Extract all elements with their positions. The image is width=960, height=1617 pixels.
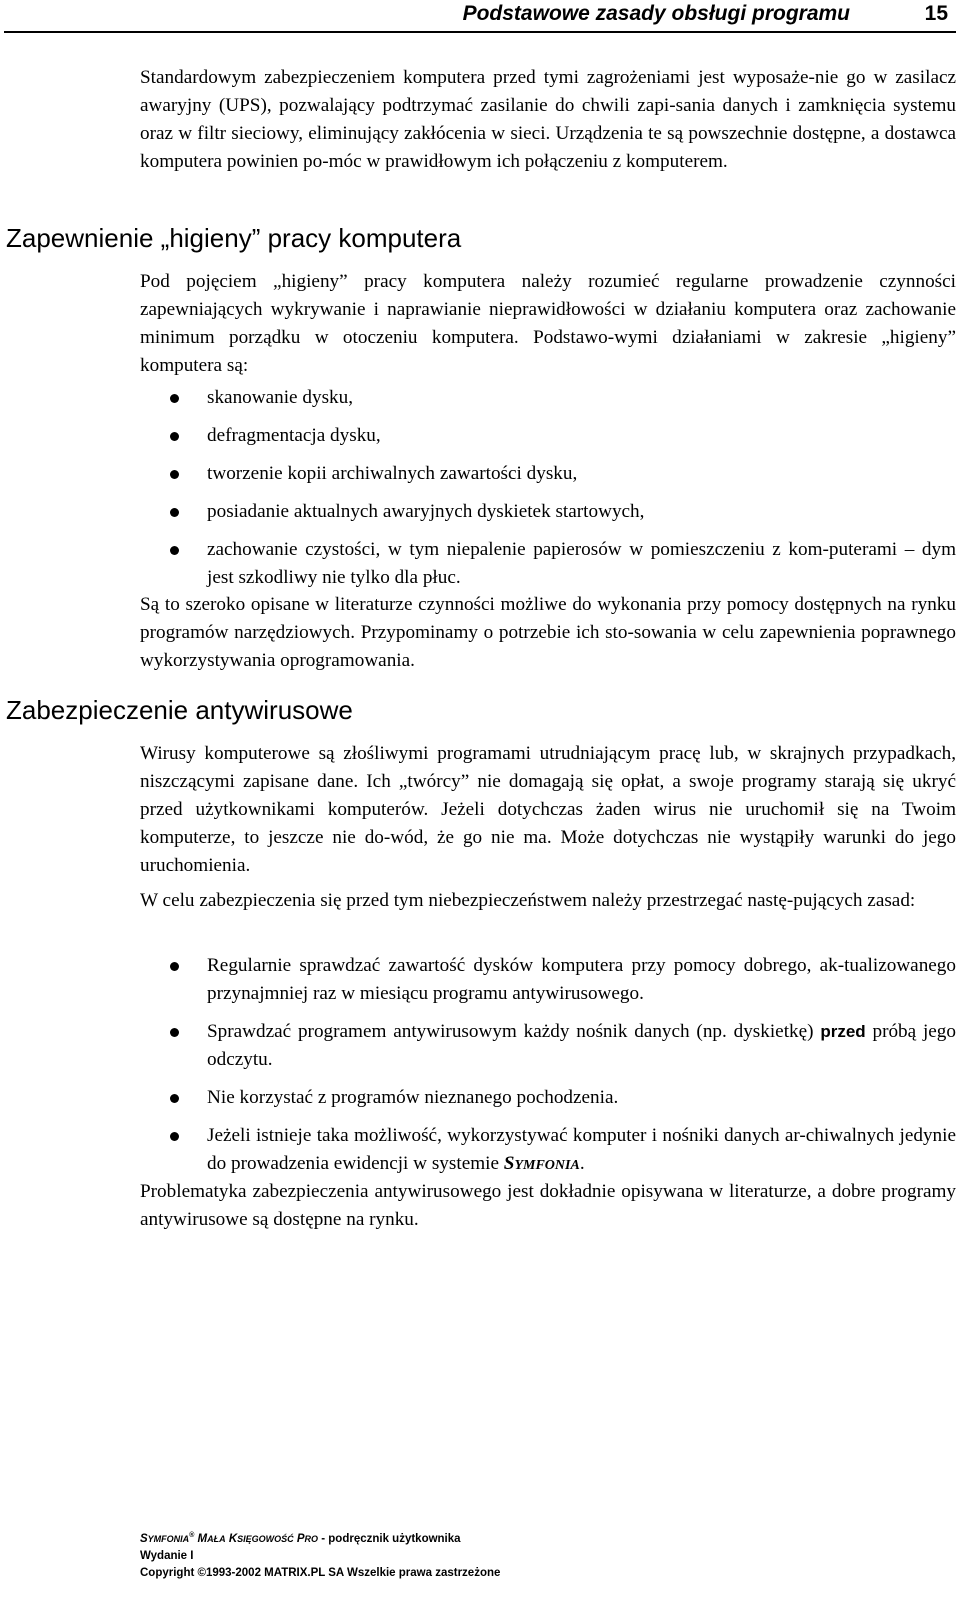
bullet-icon [170, 1028, 179, 1037]
emphasis-before: przed [820, 1022, 866, 1041]
antivirus-paragraph-2: W celu zabezpieczenia się przed tym niebezpieczeństwem należy przestrzegać nastę-pujących zasad: [140, 890, 916, 911]
section-heading-antivirus: Zabezpieczenie antywirusowe [6, 695, 353, 725]
list-item: Sprawdzać programem antywirusowym każdy nośnik danych (np. dyskietkę) przed próbą jego odczytu. [140, 1018, 956, 1074]
bullet-icon [170, 546, 179, 555]
antivirus-paragraph-1: Wirusy komputerowe są złośliwymi programami utrudniającym pracę lub, w skrajnych przypadkach, niszczącymi zapisane dane. Ich „twórcy” nie domagają się opłat, a swoje programy starają się ukryć przed użytkownikami komputerów. Jeżeli dotychczas żaden wirus nie uruchomił się na Twoim komputerze, to jeszcze nie do-wód, że go nie ma. Może dotychczas nie wystąpiły warunki do jego uruchomienia. [140, 743, 956, 876]
page-header [0, 0, 960, 36]
antivirus-closing-paragraph: Problematyka zabezpieczenia antywirusowego jest dokładnie opisywana w literaturze, a dobre programy antywirusowe są dostępne na rynku. [140, 1181, 956, 1230]
list-item: skanowanie dysku, [140, 384, 956, 412]
list-item: Nie korzystać z programów nieznanego pochodzenia. [140, 1084, 956, 1112]
bullet-icon [170, 508, 179, 517]
list-item: Regularnie sprawdzać zawartość dysków komputera przy pomocy dobrego, ak-tualizowanego przynajmniej raz w miesiącu programu antywirusowego. [140, 952, 956, 1008]
list-item: zachowanie czystości, w tym niepalenie papierosów w pomieszczeniu z kom-puterami – dym jest szkodliwy nie tylko dla płuc. [140, 536, 956, 592]
page-number: 15 [924, 2, 948, 25]
product-name: SYMFONIA [503, 1153, 580, 1174]
intro-paragraph: Standardowym zabezpieczeniem komputera przed tymi zagrożeniami jest wyposaże-nie go w zasilacz awaryjny (UPS), pozwalający podtrzymać zasilanie do chwili zapi-sania danych i zamknięcia systemu oraz w filtr sieciowy, eliminujący zakłócenia w sieci. Urządzenia te są powszechnie dostępne, a dostawca komputera powinien po-móc w prawidłowym ich połączeniu z komputerem. [140, 67, 956, 172]
section-heading-hygiene: Zapewnienie „higieny” pracy komputera [6, 223, 462, 253]
hygiene-closing-paragraph: Są to szeroko opisane w literaturze czynności możliwe do wykonania przy pomocy dostępnych na rynku programów narzędziowych. Przypominamy o potrzebie ich sto-sowania w celu zapewnienia poprawnego wykorzystywania oprogramowania. [140, 594, 956, 671]
footer-line-1: SYMFONIA® MAŁA KSIĘGOWOŚĆ PRO - podręcznik użytkownika [140, 1532, 461, 1545]
header-rule [4, 31, 956, 33]
bullet-icon [170, 1094, 179, 1103]
bullet-icon [170, 394, 179, 403]
list-item: posiadanie aktualnych awaryjnych dyskietek startowych, [140, 498, 956, 526]
footer-copyright: Copyright ©1993-2002 MATRIX.PL SA Wszelkie prawa zastrzeżone [140, 1566, 501, 1579]
list-item: tworzenie kopii archiwalnych zawartości dysku, [140, 460, 956, 488]
hygiene-bullet-list [140, 384, 956, 592]
bullet-icon [170, 470, 179, 479]
bullet-icon [170, 962, 179, 971]
bullet-icon [170, 432, 179, 441]
hygiene-paragraph: Pod pojęciem „higieny” pracy komputera należy rozumieć regularne prowadzenie czynności zapewniających wykrywanie i naprawianie nieprawidłowości w działaniu komputera oraz zachowanie minimum porządku w otoczeniu komputera. Podstawo-wymi działaniami w zakresie „higieny” komputera są: [140, 271, 956, 376]
page-footer [140, 1527, 500, 1582]
header-title: Podstawowe zasady obsługi programu [462, 2, 850, 25]
footer-line-2: Wydanie I [140, 1549, 194, 1562]
list-item: defragmentacja dysku, [140, 422, 956, 450]
list-item: Jeżeli istnieje taka możliwość, wykorzystywać komputer i nośniki danych ar-chiwalnych jedynie do prowadzenia ewidencji w systemie SYMFONIA. [140, 1122, 956, 1180]
bullet-icon [170, 1132, 179, 1141]
antivirus-bullet-list [140, 952, 956, 1180]
